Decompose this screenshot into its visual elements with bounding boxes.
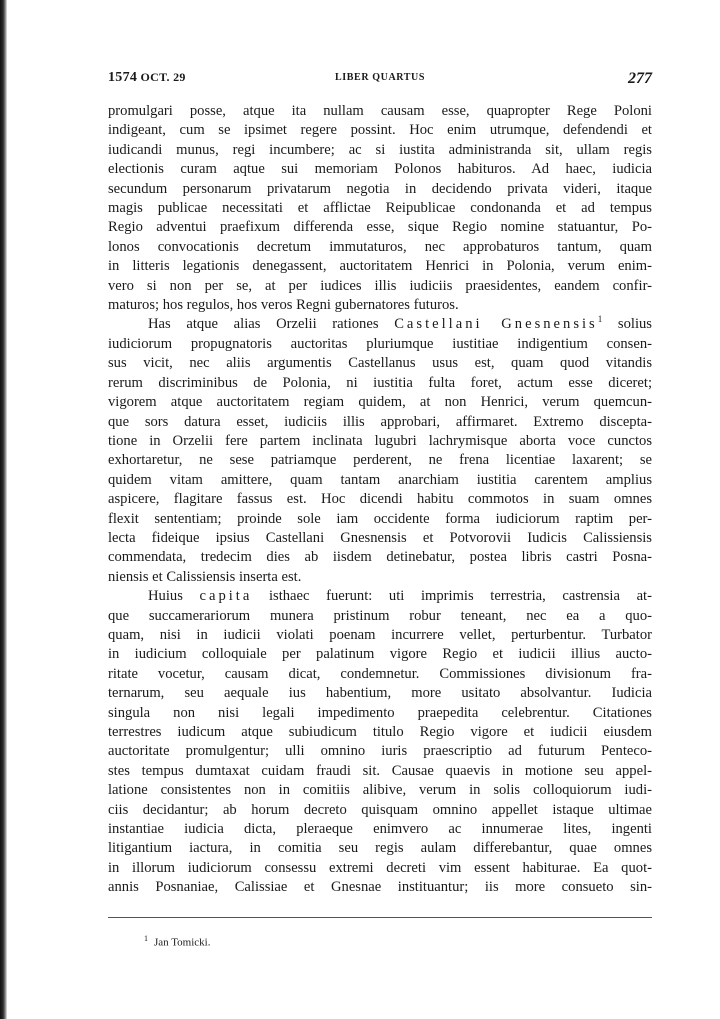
text-line: stes tempus dumtaxat cuidam fraudi sit. Causae quaevis in motione seu appel- <box>108 762 652 779</box>
text-line: quam, nisi in iudicii violati poenam incurrere vellet, perturbentur. Turbator <box>108 626 652 643</box>
text-line: singula non nisi legali impedimento praepedita celebrentur. Citationes <box>108 704 652 721</box>
text-line: vigorem atque auctoritatem regiam quidem, at non Henrici, verum quemcun- <box>108 394 652 411</box>
text-line: ritate vocetur, causam dicat, condemnetur. Commissiones divisionum fra- <box>108 665 652 682</box>
text-line: in iudicium colloquiale per palatinum vigore Regio et iudicii illius aucto- <box>108 646 652 663</box>
text-line: tione in Orzelii fere partem inclinata lugubri lachrymisque aborta voce cunctos <box>108 432 652 449</box>
text-line: vero si non per se, at per iudices illis iudiciis praesidentes, eandem confir- <box>108 277 652 294</box>
footnote-number: 1 <box>144 934 148 943</box>
paragraph-opening-line <box>108 315 652 334</box>
text-line: latione consistentes non in comitiis alibive, verum in solis colloquiorum iudi- <box>108 782 652 799</box>
text-line: secundum personarum privatarum negotia in decidendo privata videri, itaque <box>108 180 652 197</box>
text-line: que succamerariorum munera pristinum robur teneant, nec ea a quo- <box>108 607 652 624</box>
text-line: instantiae iudicia dicta, pleraeque enimvero ac innumerae lites, ingenti <box>108 821 652 838</box>
text-line: ciis decidantur; ab horum decreto quisquam omnino appellet istaque ultimae <box>108 801 652 818</box>
running-head-title: LIBER QUARTUS <box>335 72 425 83</box>
text-line: flexit sententiam; proinde sole iam occidente forma iudiciorum raptim per- <box>108 510 652 527</box>
text-line: magis publicae necessitati et afflictae Reipublicae condonanda et ad tempus <box>108 200 652 217</box>
text-line: niensis et Calissiensis inserta est. <box>108 568 302 585</box>
spaced-word: capita <box>199 588 253 605</box>
running-head <box>108 62 652 92</box>
text-line: in illorum iudiciorum consessu extremi decreti vim essent habiturae. Ea quot- <box>108 859 652 876</box>
text-line: que sors datura esset, iudiciis illis approbari, affirmaret. Extremo discepta- <box>108 413 652 430</box>
footnote-text: Jan Tomicki. <box>154 936 211 949</box>
spaced-name: Castellani Gnesnensis <box>394 316 598 333</box>
text-line: exhortaretur, ne sese patriamque perderent, ne frena licentiae laxarent; se <box>108 452 652 469</box>
paragraph-opening-line <box>108 587 652 606</box>
running-head-year: 1574 <box>108 70 138 85</box>
text-run: Has atque alias Orzelii rationes <box>148 316 379 333</box>
text-line: lonos convocationis decretum immutaturos, nec approbaturos tantum, quam <box>108 238 652 255</box>
footnote <box>144 934 210 949</box>
text-line: rerum discriminibus de Polonia, ni iustitia fulta foret, actum esse diceret; <box>108 374 652 391</box>
book-page <box>108 62 652 949</box>
text-line: ternarum, seu aequale ius habentium, more usitato absolvantur. Iudicia <box>108 685 652 702</box>
text-line: promulgari posse, atque ita nullam causam esse, quapropter Rege Poloni <box>108 103 652 119</box>
text-line: maturos; hos regulos, hos veros Regni gubernatores futuros. <box>108 297 459 314</box>
running-head-month-day: OCT. 29 <box>140 70 186 84</box>
text-line: annis Posnaniae, Calissiae et Gnesnae instituantur; iis more consueto sin- <box>108 879 652 896</box>
text-line: aspicere, flagitare fassus est. Hoc dicendi habitu commotos in suam omnes <box>108 491 652 508</box>
text-run: Huius <box>148 588 183 605</box>
text-line: commendata, tredecim dies ab iisdem detinebatur, postea libris castri Posna- <box>108 549 652 566</box>
text-line: electionis curam aqtue sui memoriam Polonos habituros. Ad haec, iudicia <box>108 161 652 178</box>
text-line: quidem vitam amittere, quam tantam anarchiam iustitia carentem amplius <box>108 471 652 488</box>
text-run: isthaec fuerunt: uti imprimis terrestria, castrensia at- <box>268 588 652 605</box>
text-line: sus vicit, nec aliis argumentis Castellanus usus est, quam quod vitandis <box>108 355 652 372</box>
text-line: iudicandi munus, regi incumbere; ac si iustita administranda sit, ullam regis <box>108 141 652 158</box>
body-text <box>108 102 652 898</box>
text-run: solius <box>617 316 652 333</box>
scan-edge <box>0 0 7 1019</box>
footnote-ref: 1 <box>597 315 603 325</box>
text-line: iudiciorum propugnatoris auctoritas pluriumque iustitiae indigentium consen- <box>108 335 652 352</box>
text-line: auctoritate promulgentur; ulli omnino iuris praescriptio ad futurum Penteco- <box>108 743 652 760</box>
text-line: in litteris legationis denegassent, auctoritatem Henrici in Polonia, verum enim- <box>108 258 652 275</box>
text-line: litigantium iactura, in comitia seu regis aulam differebantur, quae omnes <box>108 840 652 857</box>
text-line: lecta fideique ipsius Castellani Gnesnensis et Potvorovii Iudicis Calissiensis <box>108 529 652 546</box>
text-line: indigeant, cum se ipsimet regere possint. Hoc enim utrumque, defendendi et <box>108 122 652 139</box>
footnote-rule <box>108 917 652 918</box>
text-line: terrestres iudicum atque subiudicum titulo Regio vigore et iudicii eiusdem <box>108 724 652 740</box>
page-number: 277 <box>628 70 652 87</box>
text-line: Regio adventui praefixum differenda esse, sique Regio nomine statuantur, Po- <box>108 219 652 236</box>
